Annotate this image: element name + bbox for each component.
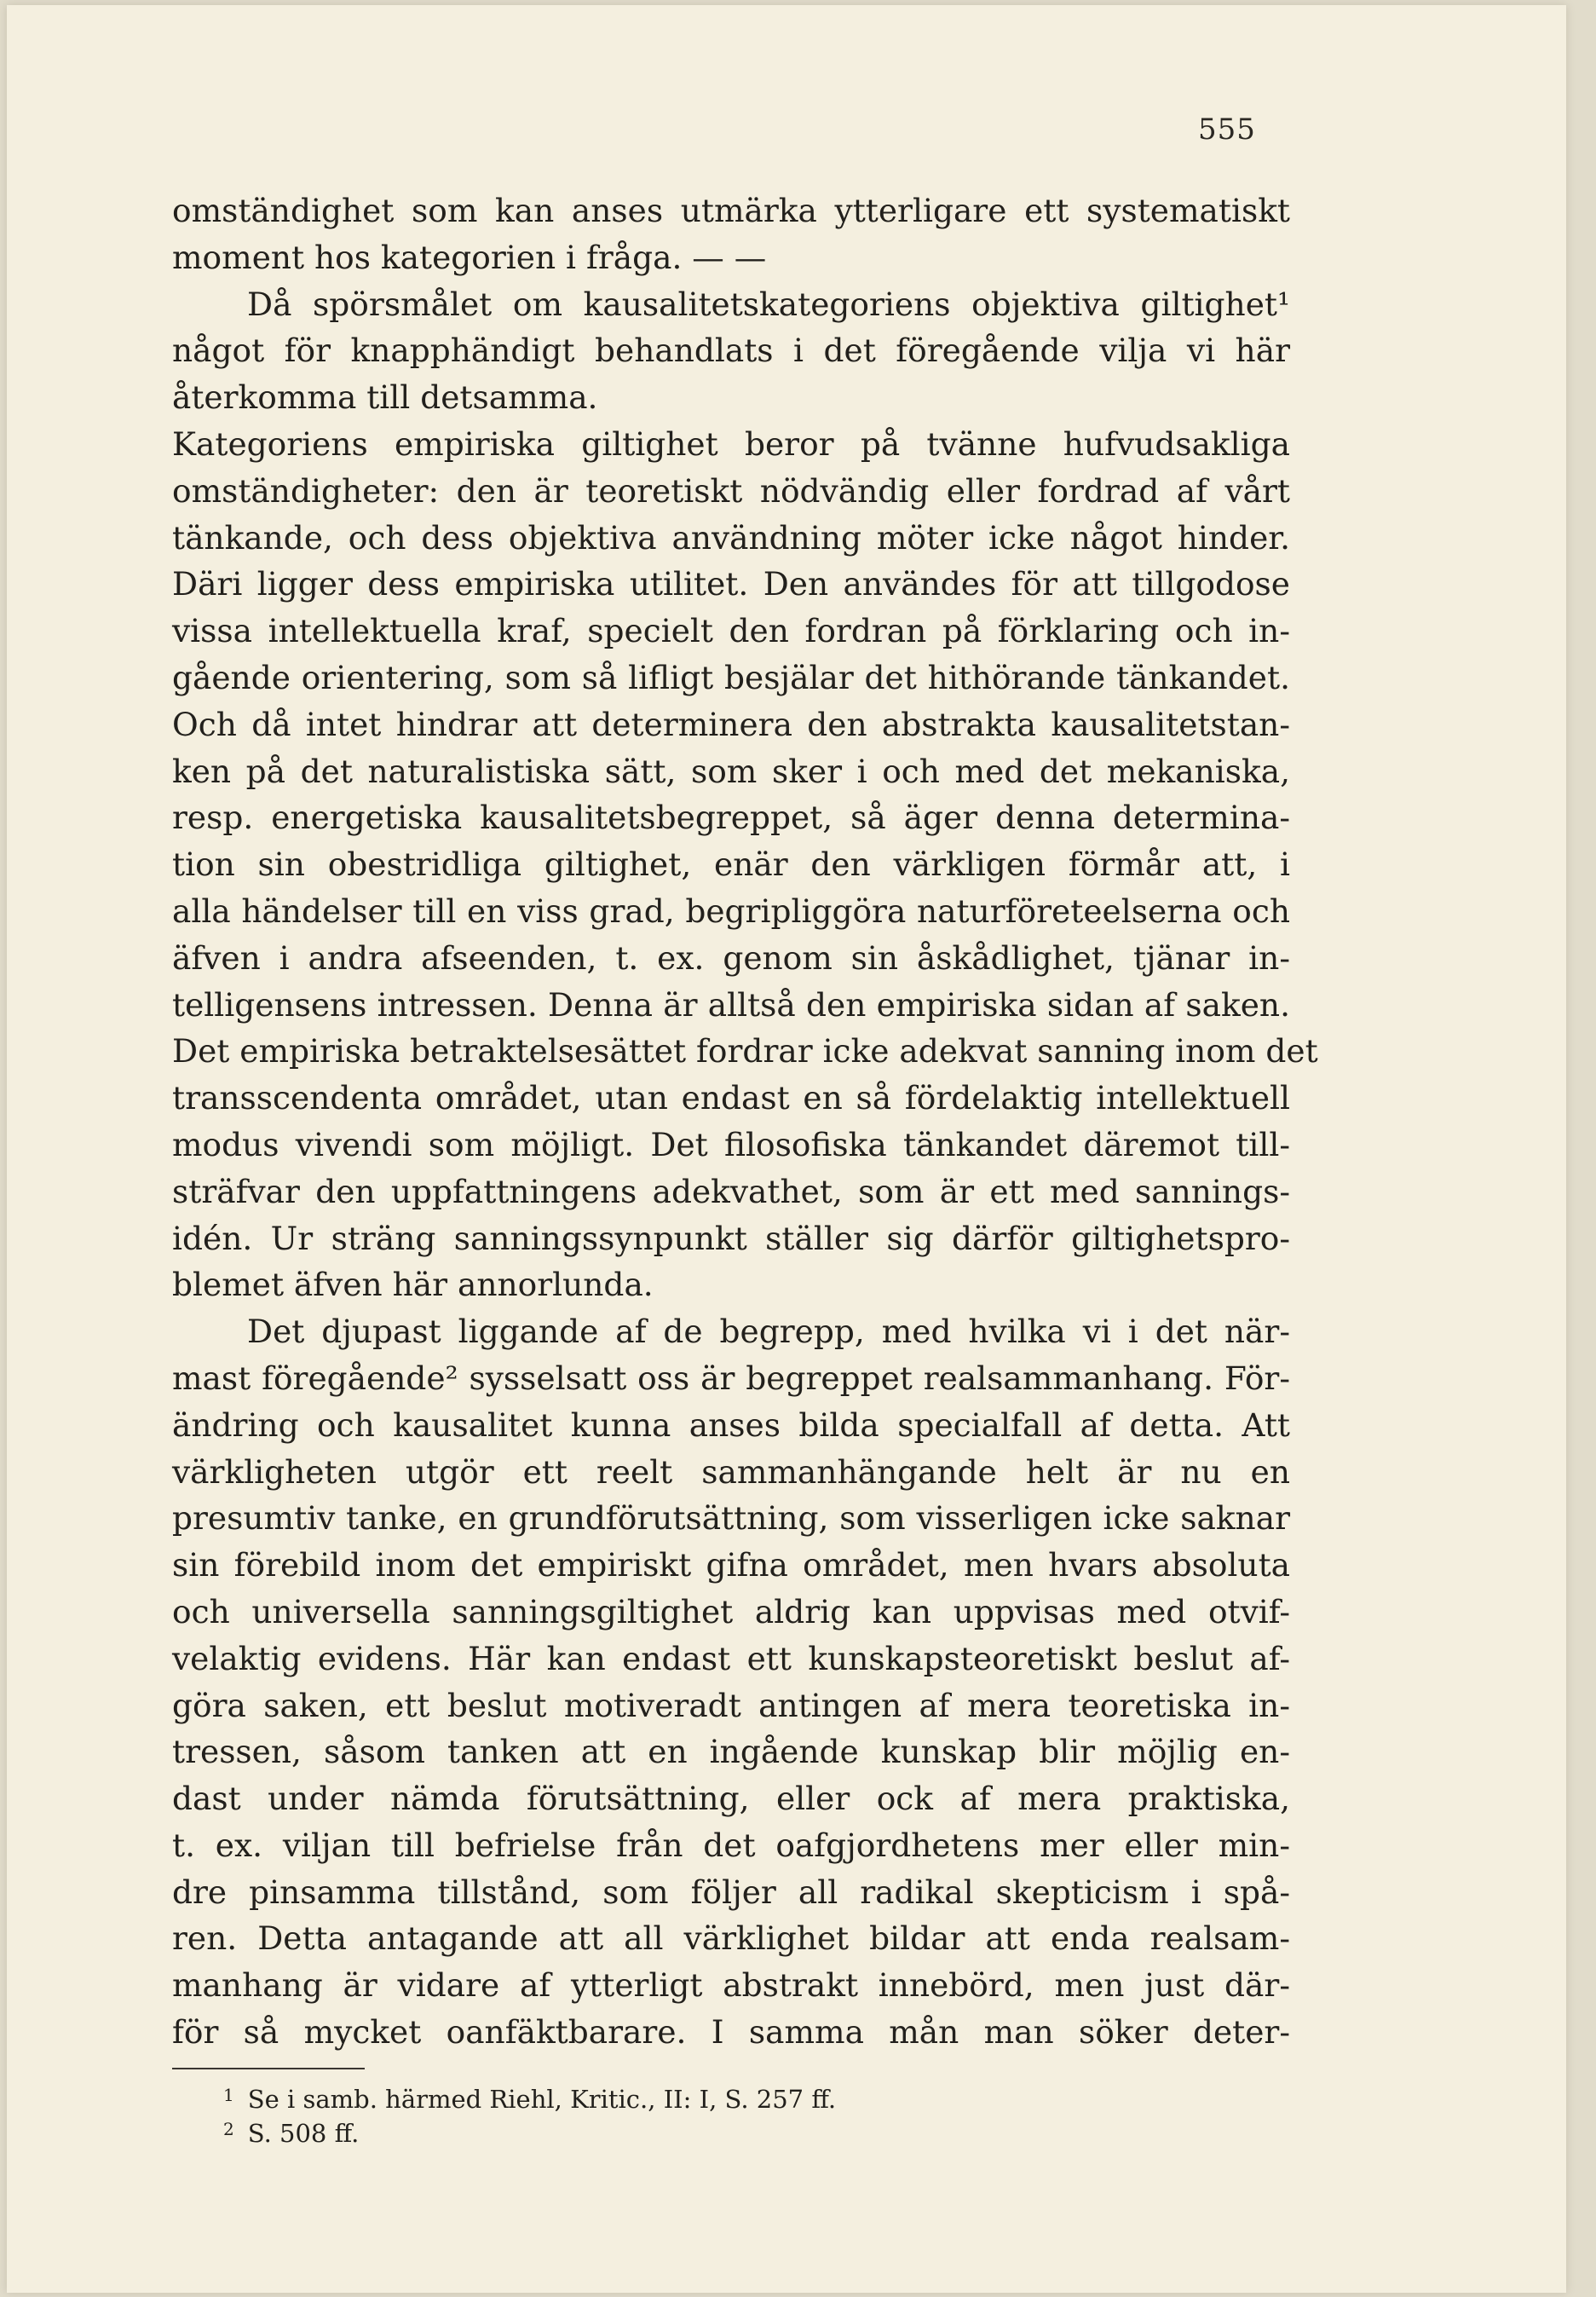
text-line: presumtiv tanke, en grundförutsättning, som visserligen icke saknar (172, 1499, 1290, 1538)
footnotes (223, 2078, 836, 2146)
text-line: Däri ligger dess empiriska utilitet. Den användes för att tillgodose (172, 565, 1290, 603)
body-text (172, 188, 1318, 2056)
text-line: för så mycket oanfäktbarare. I samma mån man söker deter- (172, 2013, 1290, 2052)
text-line: Det empiriska betraktelsesättet fordrar icke adekvat sanning inom det (172, 1032, 1318, 1071)
text-line: göra saken, ett beslut motiveradt antingen af mera teoretiska in- (172, 1686, 1290, 1724)
text-line: velaktig evidens. Här kan endast ett kunskapsteoretiskt beslut af- (172, 1639, 1290, 1677)
text-line: Det djupast liggande af de begrepp, med hvilka vi i det när- (247, 1313, 1290, 1351)
text-line: och universella sanningsgiltighet aldrig kan uppvisas med otvif- (172, 1592, 1290, 1630)
text-line: tressen, såsom tanken att en ingående kunskap blir möjlig en- (172, 1733, 1290, 1771)
text-line: återkomma till detsamma. (172, 378, 598, 417)
book-page (7, 5, 1566, 2293)
footnote (223, 2078, 836, 2112)
text-line: modus vivendi som möjligt. Det filosofiska tänkandet däremot till- (172, 1125, 1290, 1163)
footnote-number: 2 (223, 2119, 234, 2139)
footnote-text: Se i samb. härmed Riehl, Kritic., II: I, S. 257 ff. (247, 2085, 837, 2114)
text-line: omständighet som kan anses utmärka ytterligare ett systematiskt (172, 192, 1290, 229)
footnote (223, 2112, 836, 2146)
text-line: dast under nämda förutsättning, eller ock af mera praktiska, (172, 1780, 1290, 1818)
text-line: t. ex. viljan till befrielse från det oafgjordhetens mer eller min- (172, 1826, 1290, 1864)
text-line: moment hos kategorien i fråga. — — (172, 238, 767, 276)
text-line: transscendenta området, utan endast en så fördelaktig intellektuell (172, 1079, 1290, 1117)
text-line: dre pinsamma tillstånd, som följer all radikal skepticism i spå- (172, 1873, 1290, 1911)
text-line: Då spörsmålet om kausalitetskategoriens objektiva giltighet¹ (247, 285, 1290, 323)
text-line: ändring och kausalitet kunna anses bilda specialfall af detta. Att (172, 1405, 1290, 1444)
text-line: mast föregående² sysselsatt oss är begreppet realsammanhang. För- (172, 1359, 1290, 1397)
text-line: sin förebild inom det empiriskt gifna området, men hvars absoluta (172, 1546, 1290, 1584)
text-line: sträfvar den uppfattningens adekvathet, som är ett med sannings- (172, 1172, 1290, 1210)
text-line: ren. Detta antagande att all värklighet bildar att enda realsam- (172, 1919, 1290, 1958)
footnote-text: S. 508 ff. (247, 2119, 360, 2148)
text-line: ken på det naturalistiska sätt, som sker i och med det mekaniska, (172, 752, 1290, 790)
text-line: gående orientering, som så lifligt besjälar det hithörande tänkandet. (172, 658, 1290, 696)
text-line: manhang är vidare af ytterligt abstrakt innebörd, men just där- (172, 1966, 1290, 2005)
text-line: blemet äfven här annorlunda. (172, 1266, 654, 1304)
text-line: äfven i andra afseenden, t. ex. genom sin åskådlighet, tjänar in- (172, 938, 1290, 977)
footnote-number: 1 (223, 2085, 234, 2105)
text-line: värkligheten utgör ett reelt sammanhängande helt är nu en (172, 1452, 1290, 1491)
text-line: Och då intet hindrar att determinera den abstrakta kausalitetstan- (172, 705, 1290, 743)
text-line: Kategoriens empiriska giltighet beror på tvänne hufvudsakliga (172, 424, 1290, 463)
text-line: resp. energetiska kausalitetsbegreppet, så äger denna determina- (172, 799, 1290, 837)
text-line: idén. Ur sträng sanningssynpunkt ställer sig därför giltighetspro- (172, 1219, 1290, 1257)
footnote-rule (172, 2068, 365, 2069)
text-line: omständigheter: den är teoretiskt nödvändig eller fordrad af vårt (172, 471, 1290, 510)
text-line: tion sin obestridliga giltighet, enär den värkligen förmår att, i (172, 846, 1290, 884)
text-line: tänkande, och dess objektiva användning möter icke något hinder. (172, 518, 1290, 557)
text-line: något för knapphändigt behandlats i det föregående vilja vi här (172, 332, 1290, 370)
text-line: telligensens intressen. Denna är alltså den empiriska sidan af saken. (172, 985, 1290, 1024)
page-number: 555 (1198, 113, 1256, 147)
text-line: alla händelser till en viss grad, begripliggöra naturföreteelserna och (172, 892, 1290, 930)
text-line: vissa intellektuella kraf, specielt den fordran på förklaring och in- (172, 612, 1290, 650)
